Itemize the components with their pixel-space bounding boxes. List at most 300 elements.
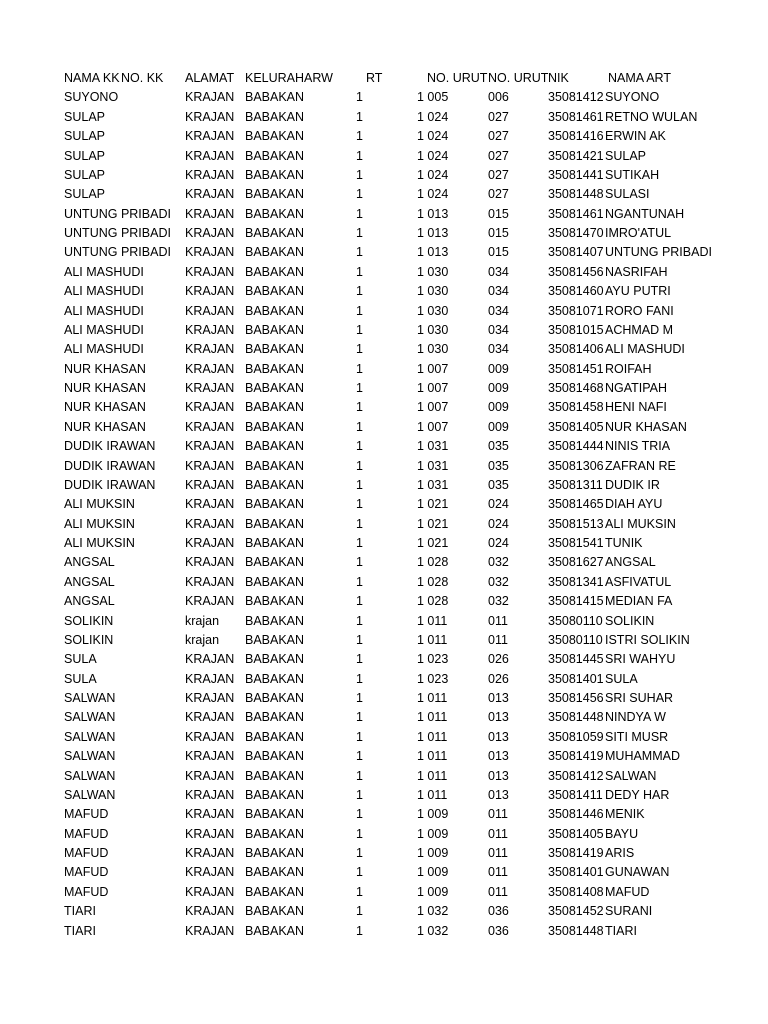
cell-nik: 35081448 <box>548 187 604 202</box>
cell-nama-art: DEDY HAR <box>605 787 670 802</box>
cell-rt: 1 <box>356 400 363 415</box>
cell-no-urut: 013 <box>488 768 509 783</box>
cell-no-urut: 006 <box>488 90 509 105</box>
cell-rt: 1 <box>356 787 363 802</box>
cell-rt: 1 <box>356 109 363 124</box>
cell-no-urut-rt: 1 009 <box>417 846 449 860</box>
cell-no-urut: 009 <box>488 361 509 376</box>
cell-nama-kk: MAFUD <box>64 865 109 880</box>
cell-nama-art: SITI MUSR <box>605 729 669 744</box>
cell-no-urut: 036 <box>488 904 509 919</box>
table-row <box>64 166 669 185</box>
cell-nama-kk: SUYONO <box>64 90 119 105</box>
cell-no-urut-rt: 1 007 <box>417 361 449 376</box>
cell-kelurahan: BABAKAN <box>245 167 305 182</box>
cell-alamat: KRAJAN <box>185 710 235 725</box>
cell-nik: 35081465 <box>548 497 604 512</box>
cell-nama-kk: NUR KHASAN <box>64 419 146 434</box>
cell-alamat: KRAJAN <box>185 381 235 395</box>
cell-kelurahan: BABAKAN <box>245 264 305 279</box>
cell-nama-art: SURANI <box>605 904 653 919</box>
cell-nik: 35081421 <box>548 148 604 163</box>
table-row <box>64 825 669 844</box>
cell-kelurahan: BABAKAN <box>245 284 305 299</box>
cell-rt: 1 <box>356 923 363 938</box>
header-nama-kk: NAMA KK <box>64 71 120 85</box>
cell-rt: 1 <box>356 497 363 512</box>
cell-nik: 35081419 <box>548 749 604 764</box>
cell-no-urut: 027 <box>488 109 509 124</box>
cell-nama-kk: MAFUD <box>64 826 109 841</box>
cell-no-urut-rt: 1 013 <box>417 206 449 221</box>
cell-kelurahan: BABAKAN <box>245 652 305 667</box>
cell-alamat: KRAJAN <box>185 729 235 744</box>
cell-kelurahan: BABAKAN <box>245 768 305 783</box>
cell-alamat: KRAJAN <box>185 787 235 802</box>
cell-nama-kk: UNTUNG PRIBADI <box>64 245 171 260</box>
cell-no-urut: 036 <box>488 923 509 938</box>
cell-alamat: KRAJAN <box>185 361 235 376</box>
cell-nama-kk: SULA <box>64 652 97 667</box>
cell-no-urut: 011 <box>488 807 508 822</box>
cell-nik: 35081405 <box>548 826 604 841</box>
cell-no-urut-rt: 1 024 <box>417 187 449 202</box>
cell-nama-kk: MAFUD <box>64 884 109 899</box>
header-no-kk: NO. KK <box>121 71 164 85</box>
cell-kelurahan: BABAKAN <box>245 632 305 647</box>
cell-kelurahan: BABAKAN <box>245 206 305 221</box>
cell-alamat: krajan <box>185 613 220 628</box>
cell-nama-kk: SALWAN <box>64 749 116 764</box>
table-row <box>64 728 669 747</box>
cell-no-urut-rt: 1 013 <box>417 226 449 240</box>
cell-rt: 1 <box>356 419 363 434</box>
cell-rt: 1 <box>356 381 363 395</box>
cell-nama-art: MAFUD <box>605 884 650 899</box>
cell-nama-art: SUTIKAH <box>605 167 660 182</box>
cell-nik: 35081461 <box>548 206 604 221</box>
table-row <box>64 282 669 301</box>
cell-rt: 1 <box>356 129 363 144</box>
cell-kelurahan: BABAKAN <box>245 477 305 492</box>
cell-no-urut: 011 <box>488 884 508 899</box>
cell-nama-art: NGATIPAH <box>605 381 668 395</box>
cell-kelurahan: BABAKAN <box>245 826 305 841</box>
cell-no-urut: 027 <box>488 167 509 182</box>
cell-nik: 35081408 <box>548 884 604 899</box>
cell-rt: 1 <box>356 167 363 182</box>
cell-no-urut: 024 <box>488 497 509 512</box>
cell-nama-kk: SULAP <box>64 109 105 124</box>
cell-no-urut: 013 <box>488 787 509 802</box>
cell-kelurahan: BABAKAN <box>245 807 305 822</box>
cell-rt: 1 <box>356 613 363 628</box>
cell-nik: 35081015 <box>548 322 604 337</box>
cell-no-urut-rt: 1 007 <box>417 419 449 434</box>
table-row <box>64 88 669 107</box>
table-row <box>64 127 669 146</box>
cell-rt: 1 <box>356 206 363 221</box>
cell-rt: 1 <box>356 884 363 899</box>
cell-kelurahan: BABAKAN <box>245 787 305 802</box>
cell-kelurahan: BABAKAN <box>245 574 305 589</box>
cell-rt: 1 <box>356 322 363 337</box>
cell-no-urut-rt: 1 013 <box>417 245 449 260</box>
cell-nama-art: SULA <box>605 671 638 686</box>
cell-kelurahan: BABAKAN <box>245 923 305 938</box>
cell-nama-art: SULASI <box>605 187 650 202</box>
cell-no-urut: 027 <box>488 187 509 202</box>
cell-nama-kk: SULAP <box>64 129 105 144</box>
cell-alamat: KRAJAN <box>185 904 235 919</box>
cell-nama-art: ROIFAH <box>605 361 652 376</box>
cell-kelurahan: BABAKAN <box>245 342 305 357</box>
cell-nik: 35081411 <box>548 787 603 802</box>
header-nama-art: NAMA ART <box>608 71 671 85</box>
cell-nama-kk: MAFUD <box>64 807 109 822</box>
cell-nama-art: NGANTUNAH <box>605 206 685 221</box>
cell-no-urut: 011 <box>488 613 508 628</box>
cell-no-urut-rt: 1 031 <box>417 439 449 454</box>
cell-nama-kk: SALWAN <box>64 691 116 705</box>
table-row <box>64 263 669 282</box>
cell-kelurahan: BABAKAN <box>245 458 305 473</box>
cell-nama-art: ASFIVATUL <box>605 574 672 589</box>
cell-nama-kk: DUDIK IRAWAN <box>64 458 156 473</box>
cell-nama-kk: MAFUD <box>64 846 109 860</box>
cell-nik: 35081412 <box>548 768 604 783</box>
cell-nama-art: UNTUNG PRIBADI <box>605 245 712 260</box>
cell-alamat: KRAJAN <box>185 749 235 764</box>
cell-rt: 1 <box>356 807 363 822</box>
cell-rt: 1 <box>356 729 363 744</box>
cell-nama-kk: ALI MASHUDI <box>64 303 144 318</box>
header-row <box>64 69 669 88</box>
cell-no-urut-rt: 1 009 <box>417 826 449 841</box>
cell-nama-kk: SOLIKIN <box>64 613 114 628</box>
cell-no-urut: 035 <box>488 477 509 492</box>
cell-alamat: KRAJAN <box>185 187 235 202</box>
cell-no-urut: 024 <box>488 536 509 550</box>
cell-rt: 1 <box>356 516 363 531</box>
cell-alamat: KRAJAN <box>185 555 235 570</box>
cell-no-urut-rt: 1 030 <box>417 342 449 357</box>
header-rt: RT <box>366 71 383 85</box>
table-row <box>64 922 669 941</box>
cell-nik: 35081468 <box>548 381 604 395</box>
cell-alamat: KRAJAN <box>185 652 235 667</box>
cell-nama-kk: SULA <box>64 671 97 686</box>
cell-kelurahan: BABAKAN <box>245 555 305 570</box>
cell-no-urut-rt: 1 030 <box>417 322 449 337</box>
cell-kelurahan: BABAKAN <box>245 187 305 202</box>
table-row <box>64 205 685 224</box>
cell-rt: 1 <box>356 826 363 841</box>
cell-nama-kk: UNTUNG PRIBADI <box>64 226 171 240</box>
table-row <box>64 321 674 340</box>
table-row <box>64 495 669 514</box>
cell-nama-kk: SALWAN <box>64 710 116 725</box>
cell-nama-art: SRI SUHAR <box>605 691 674 705</box>
cell-nik: 35081456 <box>548 264 604 279</box>
cell-alamat: KRAJAN <box>185 109 235 124</box>
cell-no-urut: 011 <box>488 865 508 880</box>
cell-no-urut-rt: 1 024 <box>417 129 449 144</box>
cell-kelurahan: BABAKAN <box>245 226 305 240</box>
cell-nama-kk: SALWAN <box>64 729 116 744</box>
cell-nik: 35081461 <box>548 109 604 124</box>
header-nik: NIK <box>548 71 569 85</box>
table-row <box>64 398 669 417</box>
cell-no-urut-rt: 1 011 <box>417 768 448 783</box>
cell-nama-kk: TIARI <box>64 904 96 919</box>
cell-no-urut: 011 <box>488 826 508 841</box>
cell-no-urut: 032 <box>488 555 509 570</box>
table-row <box>64 185 669 204</box>
cell-nik: 35081445 <box>548 652 604 667</box>
cell-nama-art: ZAFRAN RE <box>605 458 676 473</box>
cell-rt: 1 <box>356 710 363 725</box>
cell-alamat: KRAJAN <box>185 826 235 841</box>
cell-nama-kk: SOLIKIN <box>64 632 114 647</box>
cell-nama-art: SOLIKIN <box>605 613 655 628</box>
table-row <box>64 844 669 863</box>
cell-no-urut-rt: 1 011 <box>417 691 448 705</box>
cell-nama-art: MEDIAN FA <box>605 594 673 609</box>
cell-nama-art: RORO FANI <box>605 303 674 318</box>
cell-kelurahan: BABAKAN <box>245 439 305 454</box>
cell-no-urut-rt: 1 021 <box>417 497 449 512</box>
cell-nama-art: TIARI <box>605 923 637 938</box>
cell-nama-kk: ALI MUKSIN <box>64 516 135 531</box>
cell-no-urut-rt: 1 005 <box>417 90 449 105</box>
cell-nik: 35081452 <box>548 904 604 919</box>
header-no-urut-rt: NO. URUT <box>427 71 488 85</box>
table-row <box>64 863 669 882</box>
cell-alamat: KRAJAN <box>185 342 235 357</box>
cell-kelurahan: BABAKAN <box>245 749 305 764</box>
cell-no-urut: 026 <box>488 652 509 667</box>
cell-rt: 1 <box>356 148 363 163</box>
table-row <box>64 786 669 805</box>
cell-rt: 1 <box>356 749 363 764</box>
cell-no-urut-rt: 1 024 <box>417 148 449 163</box>
cell-no-urut-rt: 1 023 <box>417 671 449 686</box>
cell-nama-art: ISTRI SOLIKIN <box>605 632 690 647</box>
cell-no-urut-rt: 1 021 <box>417 536 449 550</box>
cell-rt: 1 <box>356 691 363 705</box>
cell-no-urut-rt: 1 011 <box>417 787 448 802</box>
header-alamat: ALAMAT <box>185 71 235 85</box>
cell-rt: 1 <box>356 555 363 570</box>
cell-no-urut-rt: 1 031 <box>417 477 449 492</box>
table-row <box>64 476 669 495</box>
cell-rt: 1 <box>356 865 363 880</box>
cell-nama-kk: ALI MASHUDI <box>64 284 144 299</box>
cell-alamat: KRAJAN <box>185 284 235 299</box>
cell-alamat: KRAJAN <box>185 671 235 686</box>
cell-no-urut: 027 <box>488 148 509 163</box>
cell-nama-art: DIAH AYU <box>605 497 663 512</box>
cell-alamat: KRAJAN <box>185 439 235 454</box>
cell-alamat: KRAJAN <box>185 846 235 860</box>
cell-nama-kk: ALI MASHUDI <box>64 322 144 337</box>
cell-nama-kk: DUDIK IRAWAN <box>64 477 156 492</box>
cell-kelurahan: BABAKAN <box>245 400 305 415</box>
cell-no-urut: 034 <box>488 284 509 299</box>
table-row <box>64 224 672 243</box>
table-row <box>64 457 676 476</box>
cell-rt: 1 <box>356 768 363 783</box>
cell-nama-art: NINDYA W <box>605 710 666 725</box>
cell-nik: 35081416 <box>548 129 604 144</box>
cell-no-urut-rt: 1 028 <box>417 555 449 570</box>
table-row <box>64 515 676 534</box>
cell-no-urut: 034 <box>488 322 509 337</box>
cell-kelurahan: BABAKAN <box>245 419 305 434</box>
cell-kelurahan: BABAKAN <box>245 536 305 550</box>
cell-kelurahan: BABAKAN <box>245 516 305 531</box>
cell-nama-art: BAYU <box>605 826 639 841</box>
cell-nama-art: ERWIN AK <box>605 129 666 144</box>
table-row <box>64 147 669 166</box>
cell-kelurahan: BABAKAN <box>245 691 305 705</box>
cell-no-urut-rt: 1 024 <box>417 167 449 182</box>
cell-nama-art: SRI WAHYU <box>605 652 676 667</box>
cell-alamat: KRAJAN <box>185 167 235 182</box>
cell-nik: 35081419 <box>548 846 604 860</box>
cell-no-urut-rt: 1 023 <box>417 652 449 667</box>
cell-nik: 35081627 <box>548 555 604 570</box>
header-no-urut: NO. URUT <box>488 71 549 85</box>
cell-rt: 1 <box>356 187 363 202</box>
cell-nama-art: RETNO WULAN <box>605 109 698 124</box>
cell-kelurahan: BABAKAN <box>245 109 305 124</box>
cell-alamat: KRAJAN <box>185 865 235 880</box>
table-row <box>64 670 669 689</box>
cell-no-urut-rt: 1 030 <box>417 284 449 299</box>
cell-no-urut: 015 <box>488 206 509 221</box>
cell-rt: 1 <box>356 361 363 376</box>
cell-nama-kk: ALI MASHUDI <box>64 264 144 279</box>
cell-kelurahan: BABAKAN <box>245 710 305 725</box>
table-row <box>64 883 669 902</box>
cell-nama-kk: NUR KHASAN <box>64 400 146 415</box>
cell-rt: 1 <box>356 342 363 357</box>
cell-alamat: KRAJAN <box>185 400 235 415</box>
cell-nama-art: MUHAMMAD <box>605 749 680 764</box>
cell-nik: 35081444 <box>548 439 604 454</box>
cell-no-urut-rt: 1 030 <box>417 264 449 279</box>
table-row <box>64 437 669 456</box>
cell-alamat: KRAJAN <box>185 516 235 531</box>
cell-nik: 35081415 <box>548 594 604 609</box>
cell-nik: 35081071 <box>548 303 604 318</box>
cell-nama-art: MENIK <box>605 807 645 822</box>
table-row <box>64 902 669 921</box>
cell-rt: 1 <box>356 303 363 318</box>
cell-alamat: KRAJAN <box>185 477 235 492</box>
cell-no-urut: 035 <box>488 458 509 473</box>
cell-alamat: KRAJAN <box>185 691 235 705</box>
cell-nama-art: ALI MASHUDI <box>605 342 685 357</box>
cell-alamat: KRAJAN <box>185 884 235 899</box>
cell-rt: 1 <box>356 226 363 240</box>
cell-nama-art: NINIS TRIA <box>605 439 671 454</box>
cell-no-urut: 032 <box>488 574 509 589</box>
cell-nik: 35081446 <box>548 807 604 822</box>
cell-rt: 1 <box>356 439 363 454</box>
cell-nik: 35081311 <box>548 477 603 492</box>
cell-no-urut: 026 <box>488 671 509 686</box>
cell-nama-kk: ANGSAL <box>64 555 115 570</box>
cell-no-urut-rt: 1 021 <box>417 516 449 531</box>
cell-rt: 1 <box>356 846 363 860</box>
cell-nik: 35081448 <box>548 710 604 725</box>
cell-nama-art: ARIS <box>605 846 635 860</box>
cell-alamat: KRAJAN <box>185 226 235 240</box>
cell-nama-art: SALWAN <box>605 768 657 783</box>
cell-alamat: KRAJAN <box>185 322 235 337</box>
table-row <box>64 650 676 669</box>
cell-no-urut: 011 <box>488 632 508 647</box>
cell-nama-kk: SALWAN <box>64 768 116 783</box>
cell-no-urut-rt: 1 024 <box>417 109 449 124</box>
cell-nama-art: ACHMAD M <box>605 322 674 337</box>
cell-nama-kk: SALWAN <box>64 787 116 802</box>
cell-nik: 35081458 <box>548 400 604 415</box>
cell-no-urut-rt: 1 028 <box>417 594 449 609</box>
cell-rt: 1 <box>356 594 363 609</box>
cell-no-urut-rt: 1 028 <box>417 574 449 589</box>
cell-alamat: KRAJAN <box>185 90 235 105</box>
cell-rt: 1 <box>356 671 363 686</box>
table-row <box>64 573 672 592</box>
cell-nik: 35081460 <box>548 284 604 299</box>
cell-nama-kk: SULAP <box>64 187 105 202</box>
table-row <box>64 612 669 631</box>
cell-nik: 35081407 <box>548 245 604 260</box>
cell-no-urut-rt: 1 011 <box>417 729 448 744</box>
cell-nama-kk: ALI MUKSIN <box>64 536 135 550</box>
cell-nama-art: IMRO'ATUL <box>605 226 672 240</box>
table-row <box>64 708 669 727</box>
cell-nama-art: ANGSAL <box>605 555 656 570</box>
cell-no-urut-rt: 1 009 <box>417 884 449 899</box>
table-row <box>64 108 698 127</box>
table-row <box>64 379 669 398</box>
cell-nik: 35081401 <box>548 865 604 880</box>
cell-nama-kk: NUR KHASAN <box>64 361 146 376</box>
cell-nama-kk: ALI MASHUDI <box>64 342 144 357</box>
cell-alamat: KRAJAN <box>185 768 235 783</box>
cell-kelurahan: BABAKAN <box>245 322 305 337</box>
cell-no-urut: 013 <box>488 710 509 725</box>
cell-nama-art: DUDIK IR <box>605 477 660 492</box>
cell-rt: 1 <box>356 264 363 279</box>
cell-rt: 1 <box>356 245 363 260</box>
cell-nik: 35081405 <box>548 419 604 434</box>
cell-rt: 1 <box>356 284 363 299</box>
table-row <box>64 747 680 766</box>
cell-alamat: KRAJAN <box>185 807 235 822</box>
cell-nama-kk: SULAP <box>64 148 105 163</box>
cell-nama-art: GUNAWAN <box>605 865 670 880</box>
table-row <box>64 767 669 786</box>
cell-no-urut: 034 <box>488 264 509 279</box>
cell-no-urut-rt: 1 009 <box>417 807 449 822</box>
cell-nama-kk: ANGSAL <box>64 574 115 589</box>
